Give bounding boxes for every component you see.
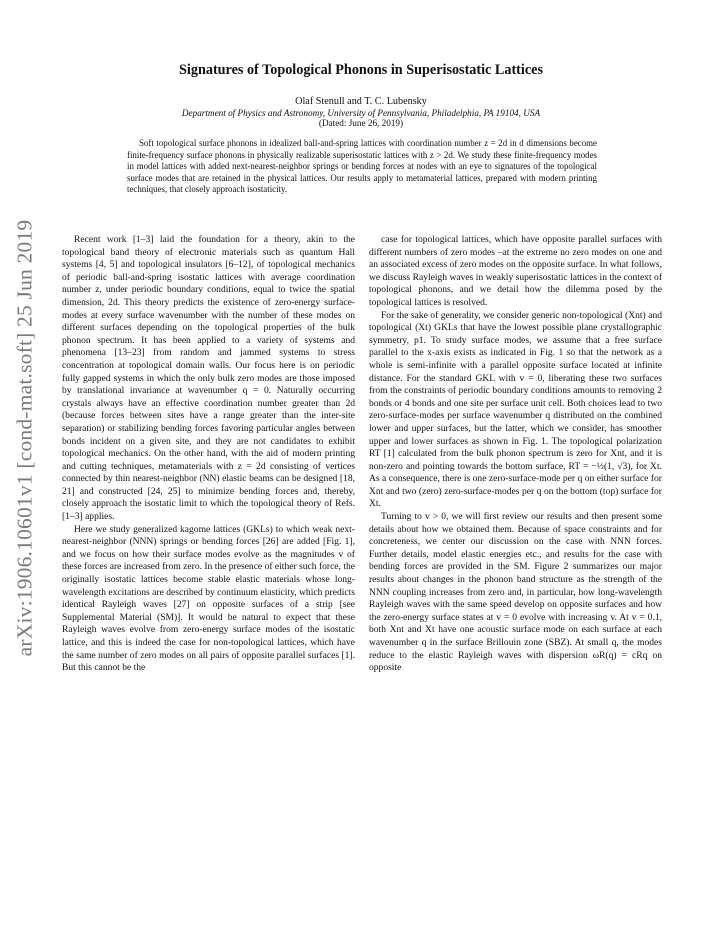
abstract: Soft topological surface phonons in idealized ball-and-spring lattices with coordination number z = 2d in d dimensions become finite-frequency surface phonons in physically realizable superisostatic lattices with z > 2d. We study these finite-frequency modes in model lattices with added next-nearest-neighbor springs or bending forces at nodes with an eye to signatures of the topological surface modes that are retained in the physical lattices. Our results apply to metamaterial lattices, prepared with modern printing techniques, that closely approach isostaticity. [127,138,597,195]
left-column [62,234,355,675]
author-list: Olaf Stenull and T. C. Lubensky [295,96,427,107]
paper-title: Signatures of Topological Phonons in Superisostatic Lattices [179,62,543,78]
arxiv-identifier: arXiv:1906.10601v1 [cond-mat.soft] 25 Jun 2019 [12,219,37,657]
right-column [369,234,662,675]
paragraph: For the sake of generality, we consider generic non-topological (Xnt) and topological (Xt) GKLs that have the lowest possible plane crystallographic symmetry, p1. To study surface modes, we assume that a free surface parallel to the x-axis exists as indicated in Fig. 1 so that the network as a whole is semi-infinite with a parallel opposite surface located at infinite distance. For the standard GKL with v = 0, liberating these two surfaces from the constraints of periodic boundary conditions amounts to removing 2 bonds or 4 bonds and one site per surface unit cell. Both choices lead to two zero-surface-modes per surface wavenumber q distributed on the combined lower and upper surfaces, but the latter, which we consider, has smoother upper and lower surfaces as shown in Fig. 1. The topological polarization RT [1] calculated from the bulk phonon spectrum is zero for Xnt, and it is non-zero and pointing towards the bottom surface, RT = −½(1, √3), for Xt. As a consequence, there is one zero-surface-mode per q on either surface for Xnt and two (zero) zero-surface-modes per q on the bottom (top) surface for Xt. [369,309,662,510]
affiliation: Department of Physics and Astronomy, University of Pennsylvania, Philadelphia, PA 19104, USA [181,108,541,118]
paragraph: Here we study generalized kagome lattices (GKLs) to which weak next-nearest-neighbor (NNN) springs or bending forces [26] are added [Fig. 1], and we focus on how their surface modes evolve as the magnitudes v of these forces are increased from zero. In the presence of either such force, the originally isostatic lattices become stable elastic materials whose long-wavelength excitations are described by continuum elasticity, which predicts identical Rayleigh waves [27] on opposite surfaces of a strip [see Supplemental Material (SM)]. It would be natural to expect that these Rayleigh waves evolve from zero-energy surface modes of the isostatic lattice, and this is indeed the case for non-topological lattices, which have the same number of zero modes on all pairs of opposite parallel surfaces [1]. But this cannot be the [62,523,355,674]
arxiv-sidebar [8,218,42,658]
paragraph: case for topological lattices, which have opposite parallel surfaces with different numbers of zero modes –at the extreme no zero modes on one and an associated excess of zero modes on the opposite surface. In what follows, we discuss Rayleigh waves in weakly superisostatic lattices in the context of topological phonons, and we detail how the dilemma posed by the topological lattices is resolved. [369,234,662,308]
paragraph: Turning to v > 0, we will first review our results and then present some details about how we obtained them. Because of space constraints and for concreteness, we center our discussion on the case with NNN forces. Further details, model elastic energies etc., and results for the case with bending forces are provided in the SM. Figure 2 summarizes our major results about changes in the phonon band structure as the strength of the NNN coupling increases from zero and, in particular, how long-wavelength Rayleigh waves with the same speed develop on opposite surfaces and how the zero-energy surface states at v = 0 evolve with increasing v. At v = 0.1, both Xnt and Xt have one acoustic surface mode on each surface at each wavenumber q in the surface Brillouin zone (SBZ). At small q, the modes reduce to the elastic Rayleigh waves with dispersion ωR(q) = cRq on opposite [369,511,662,674]
date-line: (Dated: June 26, 2019) [318,118,404,128]
paragraph: Recent work [1–3] laid the foundation for a theory, akin to the topological band theory of electronic materials such as quantum Hall systems [4, 5] and topological insulators [6–12], of topological mechanics of periodic ball-and-spring isostatic lattices with average coordination number z, under periodic boundary conditions, equal to twice the spatial dimension, 2d. This theory predicts the existence of zero-energy surface-modes at every surface wavenumber with the number of these modes on different surfaces depending on the topological properties of the bulk phonon spectrum. It has been applied to a variety of systems and phenomena [13–23] from random and jammed systems to stress concentration at topological domain walls. Our focus here is on periodic fully gapped systems in which the only bulk zero modes are those imposed by translational invariance at wavenumber q = 0. Naturally occurring crystals always have an effective coordination number greater than 2d (because forces between sites have a range greater than the inter-site separation) or stabilizing bending forces favoring particular angles between bonds incident on a given site, and they are not candidates to exhibit topological mechanics. On the other hand, with the aid of modern printing and cutting techniques, metamaterials with z = 2d consisting of vertices connected by thin nearest-neighbor (NN) elastic beams can be designed [18, 21] and constructed [24, 25] to minimize bending forces and, thereby, closely approach the isostatic limit to which the topological theory of Refs. [1–3] applies. [62,234,355,523]
paper-header [110,62,612,128]
